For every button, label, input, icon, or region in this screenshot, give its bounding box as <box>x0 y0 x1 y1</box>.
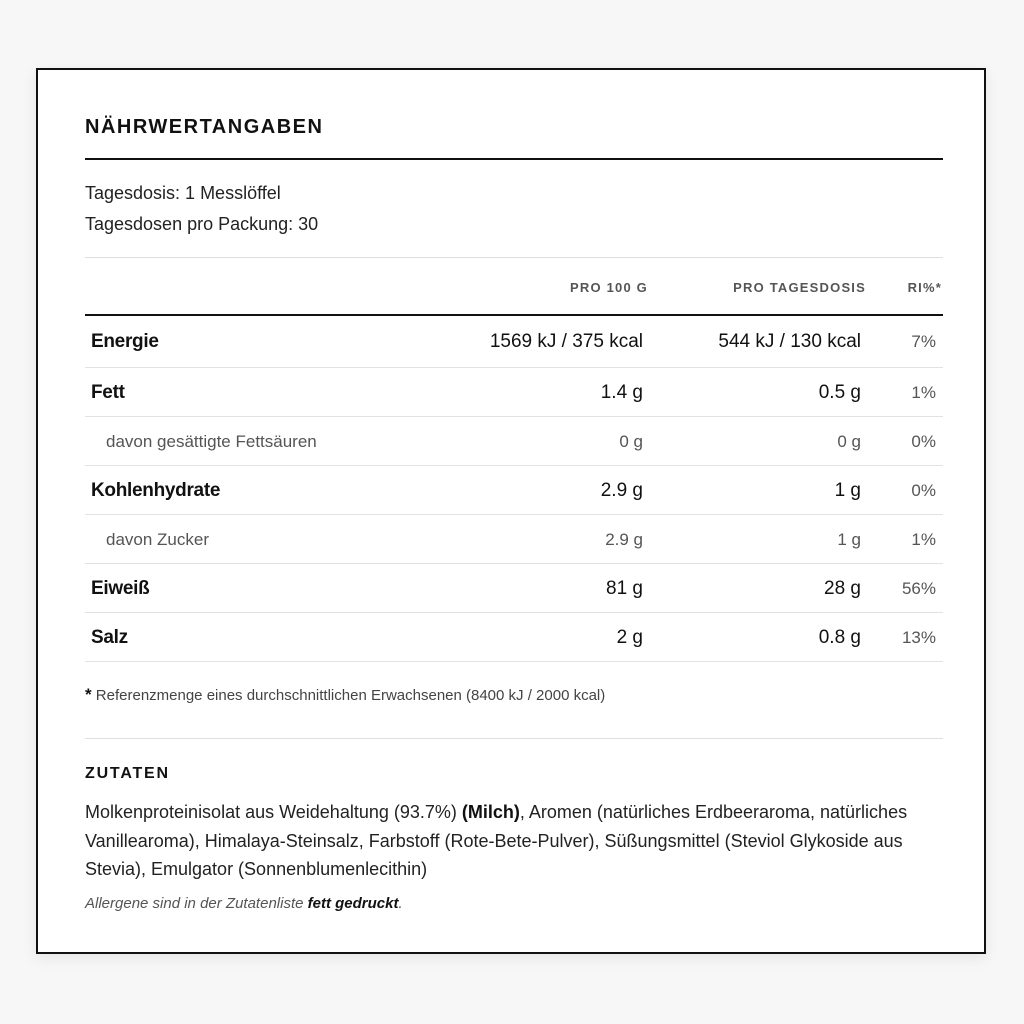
allergen-note-suffix: . <box>398 895 403 912</box>
table-row <box>85 613 943 662</box>
ri-value: 1% <box>911 530 936 549</box>
nutrient-label: Fett <box>91 382 125 403</box>
per-dose-value: 0 g <box>837 432 861 451</box>
table-row <box>85 564 943 613</box>
nutrition-table <box>85 316 943 662</box>
ingredients-text <box>85 798 943 884</box>
allergen-note-prefix: Allergene sind in der Zutatenliste <box>85 895 308 912</box>
column-header-per-dose: PRO TAGESDOSIS <box>733 280 866 295</box>
ri-value: 7% <box>911 332 936 351</box>
table-row <box>85 466 943 515</box>
per-100g-value: 1569 kJ / 375 kcal <box>489 331 643 352</box>
nutrition-card <box>36 68 986 954</box>
daily-dose: Tagesdosis: 1 Messlöffel <box>85 183 281 203</box>
per-dose-value: 1 g <box>834 480 861 501</box>
ingredients-divider <box>85 738 943 739</box>
ri-value: 0% <box>911 432 936 451</box>
allergen-milk: (Milch) <box>461 802 520 822</box>
ri-value: 0% <box>911 481 936 500</box>
per-100g-value: 1.4 g <box>600 382 643 403</box>
per-dose-value: 0.8 g <box>818 627 861 648</box>
per-100g-value: 2 g <box>616 627 643 648</box>
nutrient-label: davon Zucker <box>106 530 209 549</box>
table-row <box>85 316 943 368</box>
nutrient-label: Salz <box>91 627 128 648</box>
nutrient-label: davon gesättigte Fettsäuren <box>106 432 317 451</box>
serving-divider <box>85 257 943 258</box>
nutrient-label: Eiweiß <box>91 578 150 599</box>
per-100g-value: 0 g <box>619 432 643 451</box>
ri-value: 13% <box>901 628 936 647</box>
per-100g-value: 2.9 g <box>605 530 643 549</box>
doses-per-pack: Tagesdosen pro Packung: 30 <box>85 214 319 234</box>
per-dose-value: 1 g <box>837 530 861 549</box>
per-100g-value: 81 g <box>606 578 643 599</box>
ri-value: 1% <box>911 383 936 402</box>
ingredients-title: ZUTATEN <box>85 765 170 782</box>
footnote-asterisk: * <box>85 685 92 704</box>
table-row <box>85 515 943 564</box>
nutrition-title: NÄHRWERTANGABEN <box>85 116 324 138</box>
ri-value: 56% <box>901 579 936 598</box>
column-header-per-100g: PRO 100 G <box>570 280 648 295</box>
per-100g-value: 2.9 g <box>600 480 643 501</box>
per-dose-value: 0.5 g <box>818 382 861 403</box>
title-divider <box>85 158 943 160</box>
nutrient-label: Energie <box>91 331 159 352</box>
ingredients-part-2: , Aromen (natürliches Erdbeeraroma, natürliches Vanillearoma), Himalaya-Steinsalz, Farbstoff (Rote-Bete-Pulver), Süßungsmittel (Steviol Glykoside aus Stevia), Emulgator (Sonnenblumenlecithin) <box>85 802 908 879</box>
nutrient-label: Kohlenhydrate <box>91 480 221 501</box>
per-dose-value: 28 g <box>824 578 861 599</box>
per-dose-value: 544 kJ / 130 kcal <box>718 331 861 352</box>
reference-footnote <box>85 685 605 705</box>
table-row <box>85 368 943 417</box>
table-row <box>85 417 943 466</box>
footnote-text: Referenzmenge eines durchschnittlichen Erwachsenen (8400 kJ / 2000 kcal) <box>95 687 606 704</box>
column-header-ri: RI%* <box>907 280 942 295</box>
allergen-note-bold: fett gedruckt <box>307 895 399 912</box>
ingredients-part-1: Molkenproteinisolat aus Weidehaltung (93.7%) <box>85 802 462 822</box>
allergen-note <box>85 895 403 912</box>
